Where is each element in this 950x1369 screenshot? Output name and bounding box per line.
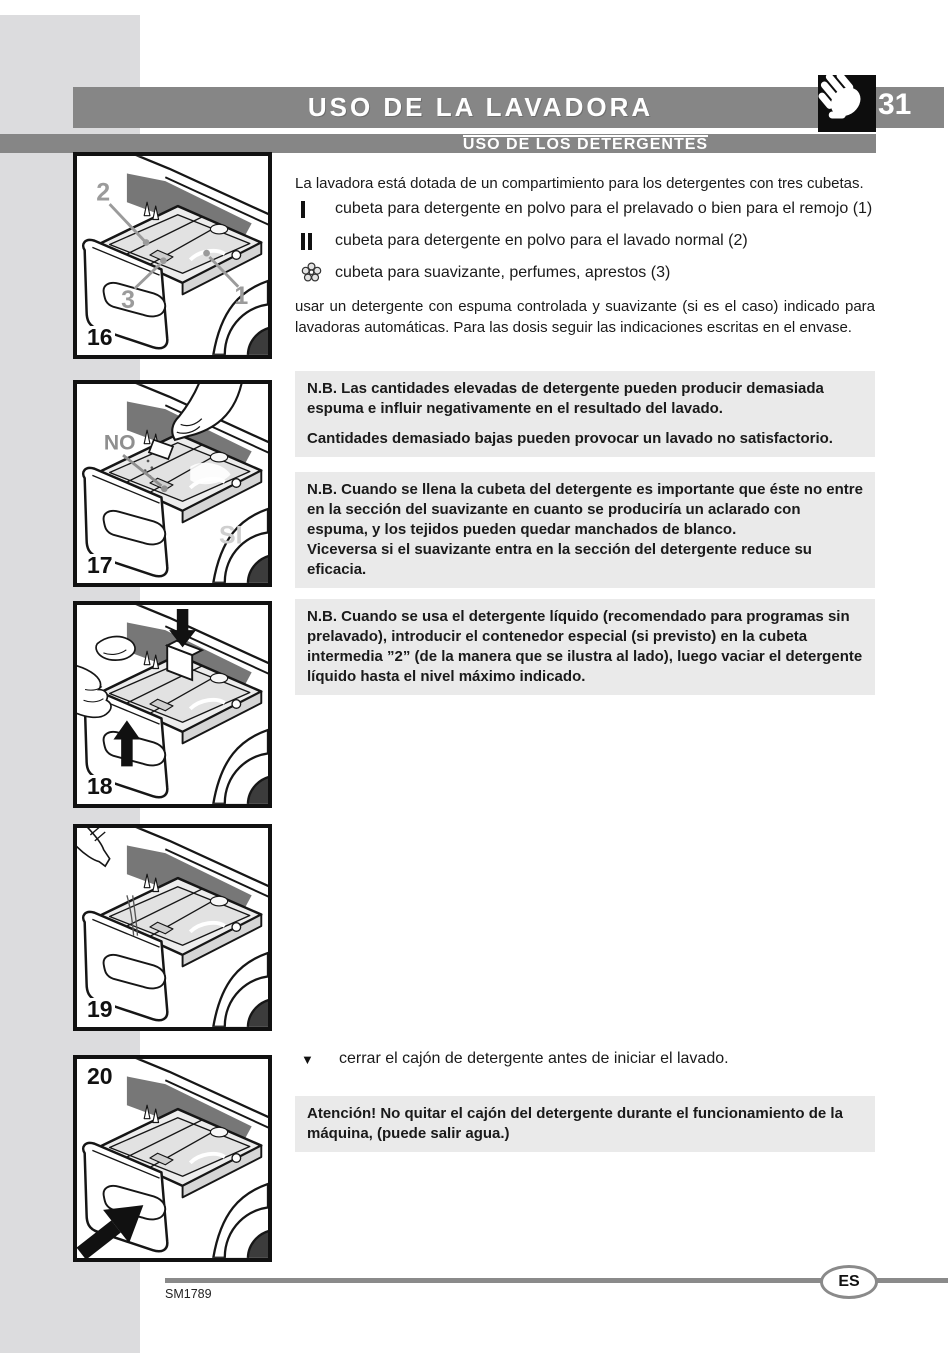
list-item-prewash	[295, 200, 875, 218]
label-no: NO	[103, 431, 136, 455]
list-item-wash	[295, 232, 875, 250]
figure-number: 19	[87, 996, 113, 1022]
single-bar-icon	[295, 201, 335, 218]
intro-text: La lavadora está dotada de un compartimiento para los detergentes con tres cubetas.	[295, 175, 864, 192]
language-code: ES	[838, 1273, 860, 1290]
close-drawer-item	[295, 1050, 875, 1068]
document-code: SM1789	[165, 1287, 212, 1301]
intro-paragraph	[295, 173, 875, 194]
compartment-label-3: 3	[121, 285, 136, 314]
list-item-text: cubeta para suavizante, perfumes, aprestos (3)	[335, 263, 671, 281]
close-drawer-text: cerrar el cajón de detergente antes de iniciar el lavado.	[339, 1050, 729, 1067]
note-liquid-detergent	[295, 599, 875, 695]
triangle-bullet-icon: ▼	[301, 1051, 314, 1067]
figure-number: 16	[87, 324, 113, 350]
page-header	[73, 87, 944, 128]
warning-box	[295, 1096, 875, 1152]
figure-19-frame	[73, 824, 272, 1031]
figure-number: 17	[87, 552, 113, 578]
compartment-label-2: 2	[96, 178, 111, 207]
note-text: N.B. Cuando se usa el detergente líquido (recomendado para programas sin prelavado), introducir el contenedor especial (si previsto) en la cubeta intermedia ”2” (de la manera que se ilustra al lado), luego vaciar el detergente líquido hasta el nivel máximo indicado.	[307, 608, 863, 685]
figure-19	[73, 824, 272, 1031]
figure-16	[73, 152, 272, 359]
figure-17	[73, 380, 272, 587]
note-text: Cantidades demasiado bajas pueden provocar un lavado no satisfactorio.	[307, 430, 833, 447]
list-item-text: cubeta para detergente en polvo para el prelavado o bien para el remojo (1)	[335, 200, 873, 217]
page-title: USO DE LA LAVADORA	[307, 92, 654, 122]
figure-17-frame	[73, 380, 272, 587]
usage-paragraph	[295, 296, 875, 338]
flower-icon	[295, 262, 335, 283]
usage-text: usar un detergente con espuma controlada y suavizante (si es el caso) indicado para lavadoras automáticas. Para las dosis seguir las indicaciones escritas en el envase.	[295, 298, 875, 336]
note-text: N.B. Cuando se llena la cubeta del detergente es importante que éste no entre en la sección del suavizante en cuanto se produciría un aclarado con espuma, y los tejidos pueden quedar manchados de blanco.	[307, 481, 863, 538]
figure-18-frame	[73, 601, 272, 808]
figure-20-frame	[73, 1055, 272, 1262]
list-item-softener	[295, 262, 875, 283]
note-filling	[295, 472, 875, 588]
page-number: 31	[878, 88, 912, 121]
figure-16-frame	[73, 152, 272, 359]
note-quantities	[295, 371, 875, 457]
figure-20	[73, 1055, 272, 1262]
section-title: USO DE LOS DETERGENTES	[462, 136, 709, 153]
note-text: Viceversa si el suavizante entra en la sección del detergente reduce su eficacia.	[307, 541, 812, 578]
language-badge	[820, 1265, 878, 1299]
warning-text: Atención! No quitar el cajón del detergente durante el funcionamiento de la máquina, (puede salir agua.)	[307, 1105, 843, 1142]
list-item-text: cubeta para detergente en polvo para el lavado normal (2)	[335, 232, 748, 249]
double-bar-icon	[295, 233, 335, 250]
note-text: N.B. Las cantidades elevadas de detergente pueden producir demasiada espuma e influir negativamente en el resultado del lavado.	[307, 380, 824, 417]
figure-number: 18	[87, 773, 113, 799]
compartment-label-1: 1	[234, 281, 249, 310]
label-si: SI	[219, 521, 243, 550]
hand-icon	[818, 75, 876, 132]
figure-number: 20	[87, 1063, 113, 1089]
figure-18	[73, 601, 272, 808]
section-header	[0, 134, 876, 153]
